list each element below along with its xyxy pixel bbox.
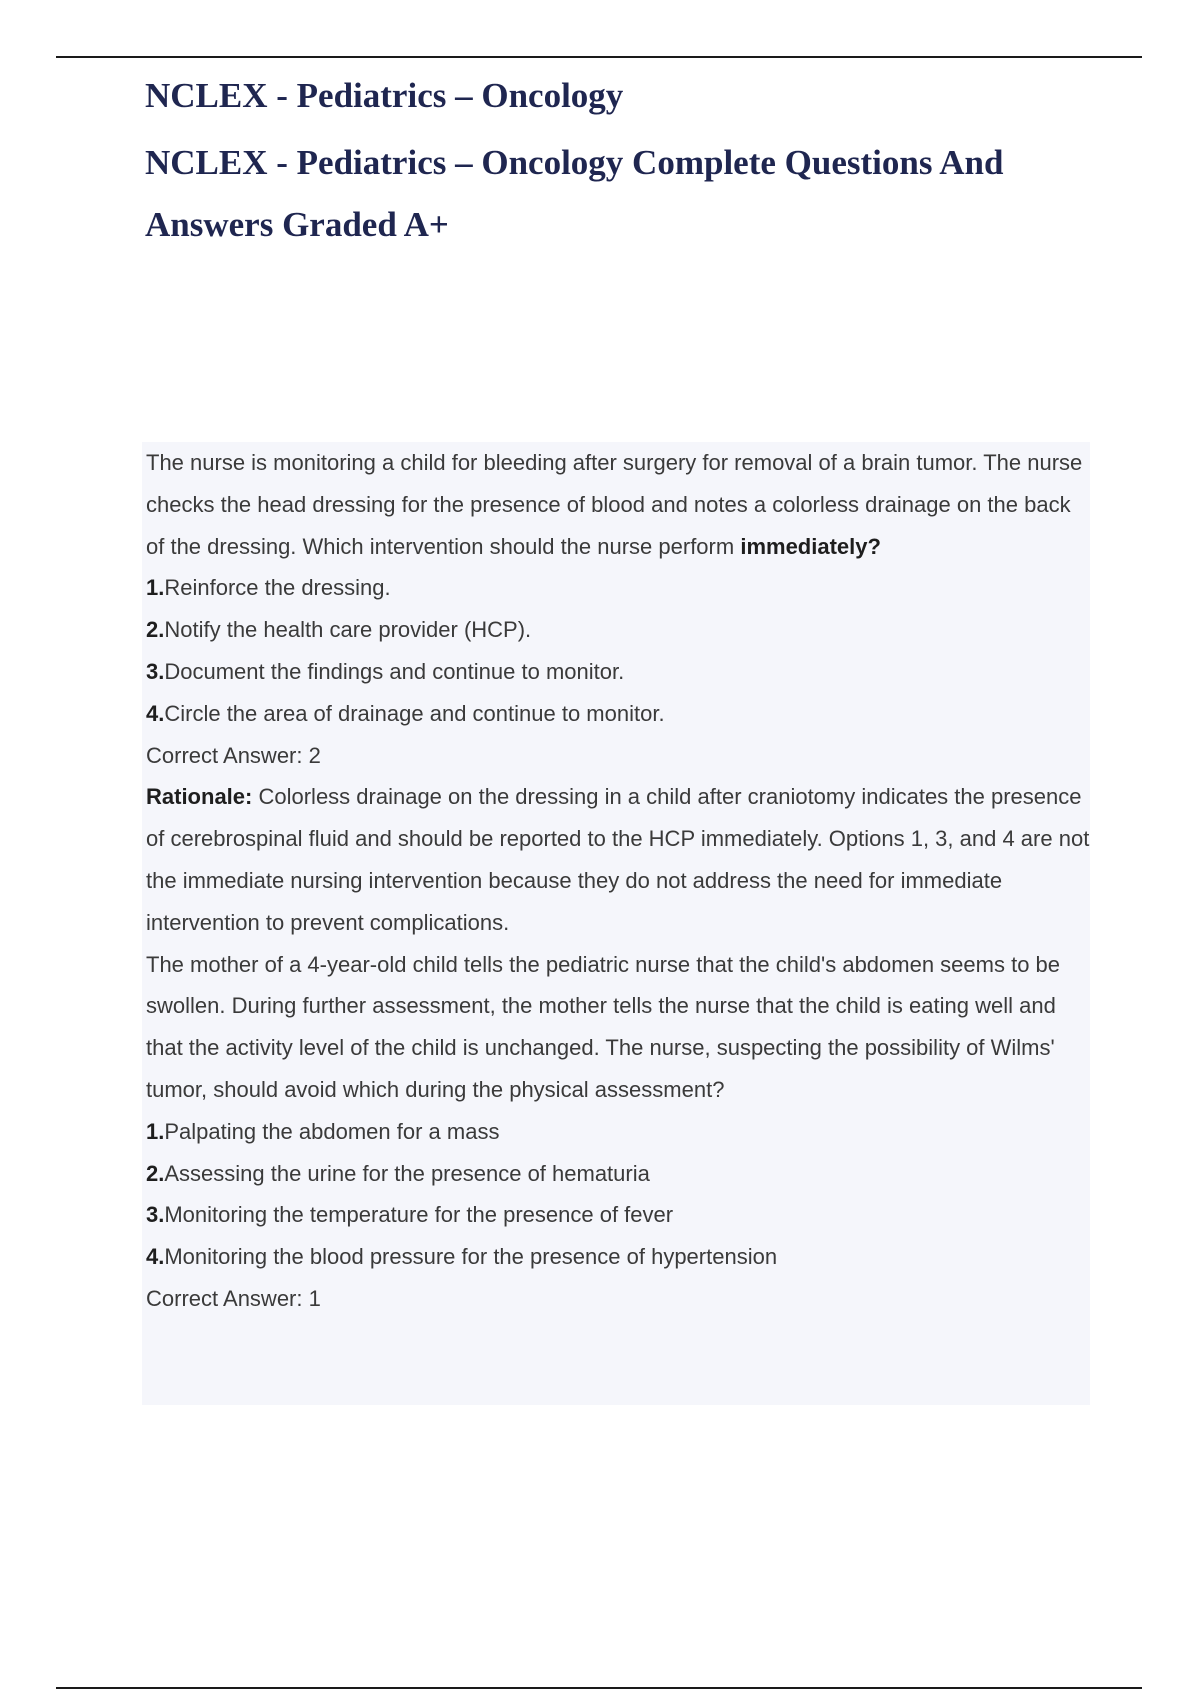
document-header bbox=[145, 70, 1105, 256]
rationale-text: Colorless drainage on the dressing in a child after craniotomy indicates the presence of cerebrospinal fluid and should be reported to the HCP immediately. Options 1, 3, and 4 are not the immediate nursing intervention because they do not address the need for immediate intervention to prevent complications. bbox=[146, 784, 1090, 935]
question-2-answer: Correct Answer: 1 bbox=[146, 1285, 321, 1311]
option-text: Monitoring the blood pressure for the presence of hypertension bbox=[164, 1244, 778, 1270]
option-text: Document the findings and continue to monitor. bbox=[164, 658, 625, 684]
question-1-option-2 bbox=[146, 609, 1090, 651]
bottom-rule bbox=[56, 1687, 1142, 1689]
option-number: 3. bbox=[146, 1202, 165, 1228]
option-text: Assessing the urine for the presence of hematuria bbox=[164, 1160, 650, 1186]
option-number: 3. bbox=[146, 658, 165, 684]
top-rule bbox=[56, 56, 1142, 58]
document-title: NCLEX - Pediatrics – Oncology bbox=[145, 76, 624, 115]
option-text: Circle the area of drainage and continue to monitor. bbox=[164, 700, 665, 726]
question-2-option-3 bbox=[146, 1194, 1090, 1236]
option-number: 2. bbox=[146, 617, 165, 643]
document-subtitle: NCLEX - Pediatrics – Oncology Complete Questions And Answers Graded A+ bbox=[145, 143, 1004, 244]
question-2-option-4 bbox=[146, 1236, 1090, 1278]
question-2-option-2 bbox=[146, 1153, 1090, 1195]
question-1-stem bbox=[146, 442, 1090, 567]
question-1-stem-emphasis: immediately? bbox=[740, 533, 881, 559]
option-text: Monitoring the temperature for the presence of fever bbox=[164, 1202, 674, 1228]
question-panel bbox=[142, 442, 1090, 1405]
option-text: Reinforce the dressing. bbox=[164, 575, 391, 601]
option-number: 1. bbox=[146, 1118, 165, 1144]
option-number: 4. bbox=[146, 1244, 165, 1270]
question-1-option-3 bbox=[146, 651, 1090, 693]
option-text: Palpating the abdomen for a mass bbox=[164, 1118, 500, 1144]
rationale-label: Rationale: bbox=[146, 784, 253, 810]
option-text: Notify the health care provider (HCP). bbox=[164, 617, 532, 643]
question-2-stem: The mother of a 4-year-old child tells the pediatric nurse that the child's abdomen seems to be swollen. During further assessment, the mother tells the nurse that the child is eating well and that the activity level of the child is unchanged. The nurse, suspecting the possibility of Wilms' tumor, should avoid which during the physical assessment? bbox=[146, 951, 1061, 1102]
question-1-answer: Correct Answer: 2 bbox=[146, 742, 321, 768]
question-1-stem-text: The nurse is monitoring a child for bleeding after surgery for removal of a brain tumor. The nurse checks the head dressing for the presence of blood and notes a colorless drainage on the back of the dressing. Which intervention should the nurse perform bbox=[146, 450, 1083, 559]
option-number: 2. bbox=[146, 1160, 165, 1186]
question-1-option-1 bbox=[146, 567, 1090, 609]
option-number: 4. bbox=[146, 700, 165, 726]
question-2-option-1 bbox=[146, 1111, 1090, 1153]
question-1-option-4 bbox=[146, 693, 1090, 735]
option-number: 1. bbox=[146, 575, 165, 601]
question-1-rationale bbox=[146, 776, 1090, 943]
